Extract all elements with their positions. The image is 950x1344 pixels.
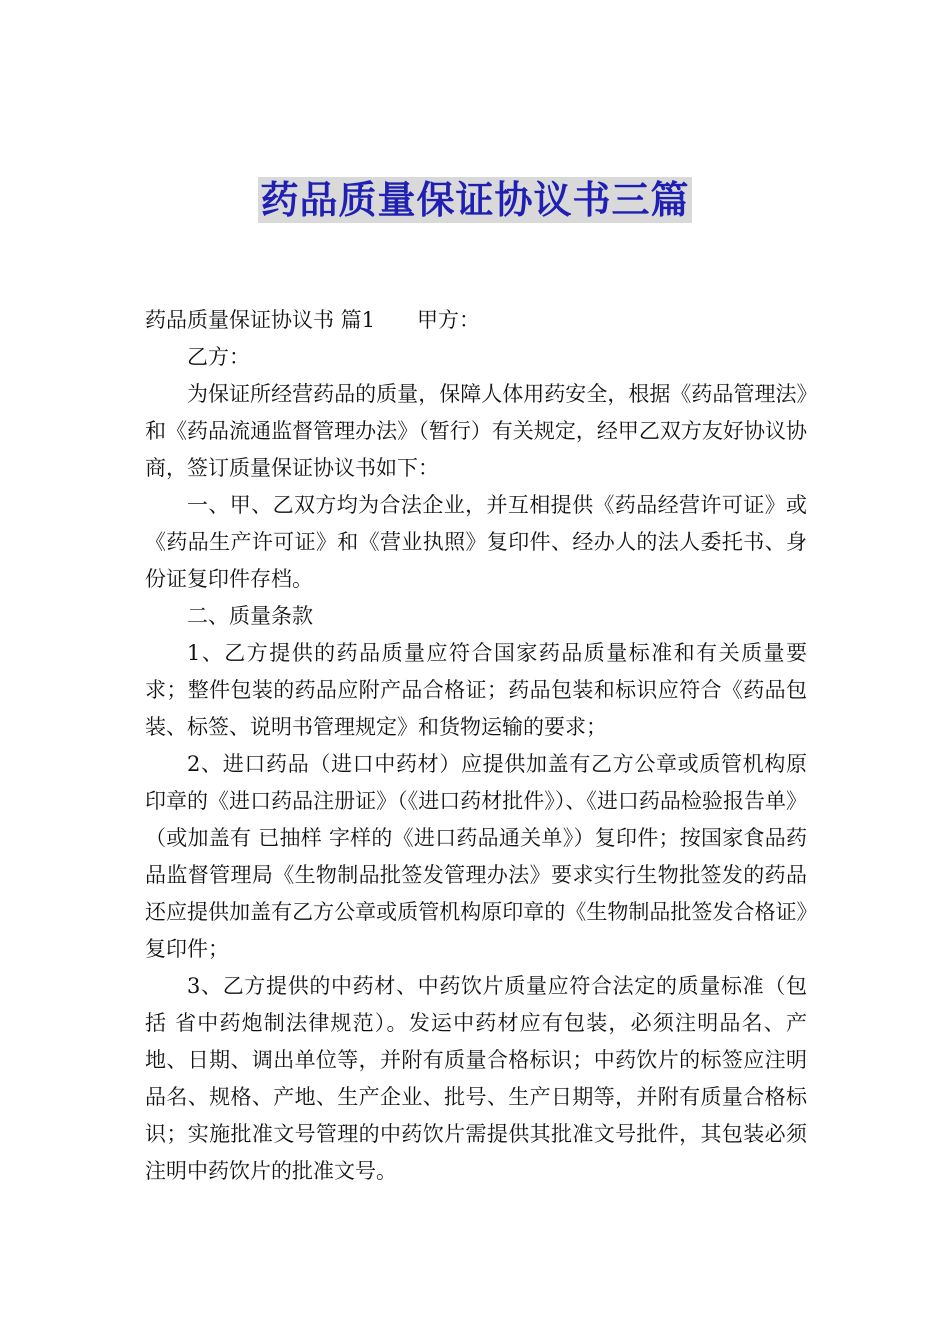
quality-item-1: 1、乙方提供的药品质量应符合国家药品质量标准和有关质量要求；整件包装的药品应附产品合格证；药品包装和标识应符合《药品包装、标签、说明书管理规定》和货物运输的要求； [145, 641, 807, 739]
party-a-label: 甲方： [417, 308, 481, 332]
clause-one-paragraph: 一、甲、乙双方均为合法企业，并互相提供《药品经营许可证》或《药品生产许可证》和《营业执照》复印件、经办人的法人委托书、身份证复印件存档。 [145, 493, 807, 591]
title-container [0, 177, 950, 223]
clause-two-heading: 二、质量条款 [187, 604, 313, 628]
document-title: 药品质量保证协议书三篇 [260, 178, 690, 222]
party-b-label: 乙方： [187, 345, 250, 369]
quality-item-3: 3、乙方提供的中药材、中药饮片质量应符合法定的质量标准（包括 省中药炮制法律规范）。发运中药材应有包装，必须注明品名、产地、日期、调出单位等，并附有质量合格标识；中药饮片的标签应注明品名、规格、产地、生产企业、批号、生产日期等，并附有质量合格标识；实施批准文号管理的中药饮片需提供其批准文号批件，其包装必须注明中药饮片的批准文号。 [145, 974, 807, 1183]
intro-paragraph: 为保证所经营药品的质量，保障人体用药安全，根据《药品管理法》和《药品流通监督管理办法》（暂行）有关规定，经甲乙双方友好协议协商，签订质量保证协议书如下： [145, 382, 807, 480]
document-body [145, 302, 807, 1190]
section-heading: 药品质量保证协议书 篇1 [145, 308, 376, 332]
quality-item-2: 2、进口药品（进口中药材）应提供加盖有乙方公章或质管机构原印章的《进口药品注册证》（《进口药材批件》）、《进口药品检验报告单》（或加盖有 已抽样 字样的《进口药品通关单》）复印件；按国家食品药品监督管理局《生物制品批签发管理办法》要求实行生物批签发的药品还应提供加盖有乙方公章或质管机构原印章的《生物制品批签发合格证》复印件； [145, 752, 807, 961]
heading-line [145, 302, 807, 339]
